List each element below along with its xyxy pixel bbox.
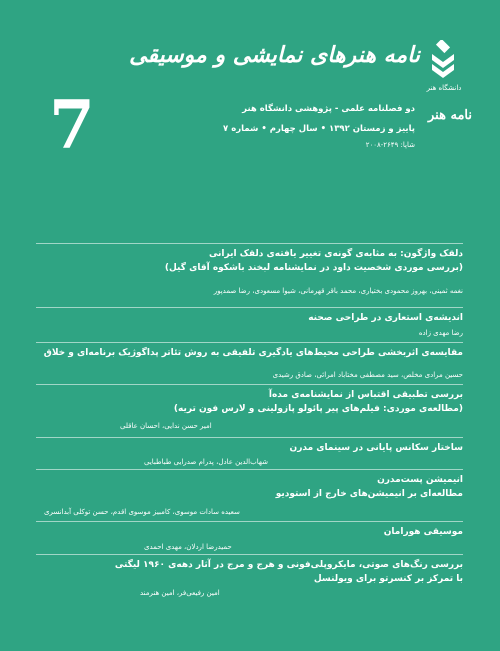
toc-entry [36,554,463,610]
issue-info: پاییز و زمستان ۱۳۹۲ • سال چهارم • شماره ۷ [223,124,415,134]
toc-entry [36,437,463,469]
article-title: مقایسه‌ی اثربخشی طراحی محیط‌های یادگیری تلفیقی به روش تئاتر پداگوژیک برنامه‌ای و خلاق [43,348,463,358]
article-authors: امیر حسن ندایی، احسان عاقلی [120,422,212,430]
article-title-line: با تمرکز بر کنسرتو برای ویولنسل [313,574,463,584]
journal-logo: نامه هنر [428,108,472,123]
article-title: موسیقی هورامان [383,527,463,537]
article-title: انیمیشن پست‌مدرن [377,475,463,485]
university-logo [426,40,462,96]
article-authors: حسین مرادی مخلص، سید مصطفی مختاباد امرائی، صادق رشیدی [272,371,463,379]
article-authors: حمیدرضا اردلان، مهدی احمدی [144,543,232,551]
article-authors: نغمه ثمینی، بهروز محمودی بختیاری، محمد باقر قهرمانی، شیوا مسعودی، رضا صمدپور [213,287,463,295]
article-title-line: مطالعه‌ای بر انیمیشن‌های خارج از استودیو [275,489,463,499]
journal-title: نامه هنرهای نمایشی و موسیقی [129,42,420,68]
article-title: بررسی تطبیقی اقتباس از نمایشنامه‌ی مده‌آ [268,390,463,400]
toc-entry [36,307,463,342]
article-authors: سعیده سادات موسوی، کامبیز موسوی اقدم، حسن توکلی آبدانسری [44,508,240,516]
issn: شاپا: ۲۶۴۹-۲۰۰۸ [365,141,415,149]
article-authors: رضا مهدی زاده [418,329,463,337]
toc-entry [36,469,463,521]
toc-entry [36,384,463,437]
article-title: بررسی رنگ‌های صوتی، مایکروپلی‌فونی و هرج و مرج در آثار دهه‌ی ۱۹۶۰ لیگتی [114,560,463,570]
article-authors: شهاب‌الدین عادل، پدرام صدرایی طباطبایی [144,458,268,466]
article-title: دلقک واژگون: به مثابه‌ی گونه‌ی تغییر یافته‌ی دلقک ایرانی [208,249,463,259]
toc-entry [36,521,463,554]
issue-number: 7 [49,86,95,164]
university-emblem-icon [430,40,456,80]
article-title: ساختار سکانس پایانی در سینمای مدرن [289,443,463,453]
table-of-contents [36,243,463,610]
article-title: اندیشه‌ی استعاری در طراحی صحنه [308,313,463,323]
article-title-line: (مطالعه‌ی موردی: فیلم‌های پیر پائولو پازولینی و لارس فون تریه) [173,404,463,414]
toc-entry [36,342,463,384]
journal-subtitle: دو فصلنامه علمی - پژوهشی دانشگاه هنر [242,104,415,114]
article-title-line: (بررسی موردی شخصیت داود در نمایشنامه لبخند باشکوه آقای گیل) [164,263,463,273]
article-authors: امین رفیعی‌فر، امین هنرمند [140,589,220,597]
toc-entry [36,243,463,307]
university-label: دانشگاه هنر [426,84,462,92]
